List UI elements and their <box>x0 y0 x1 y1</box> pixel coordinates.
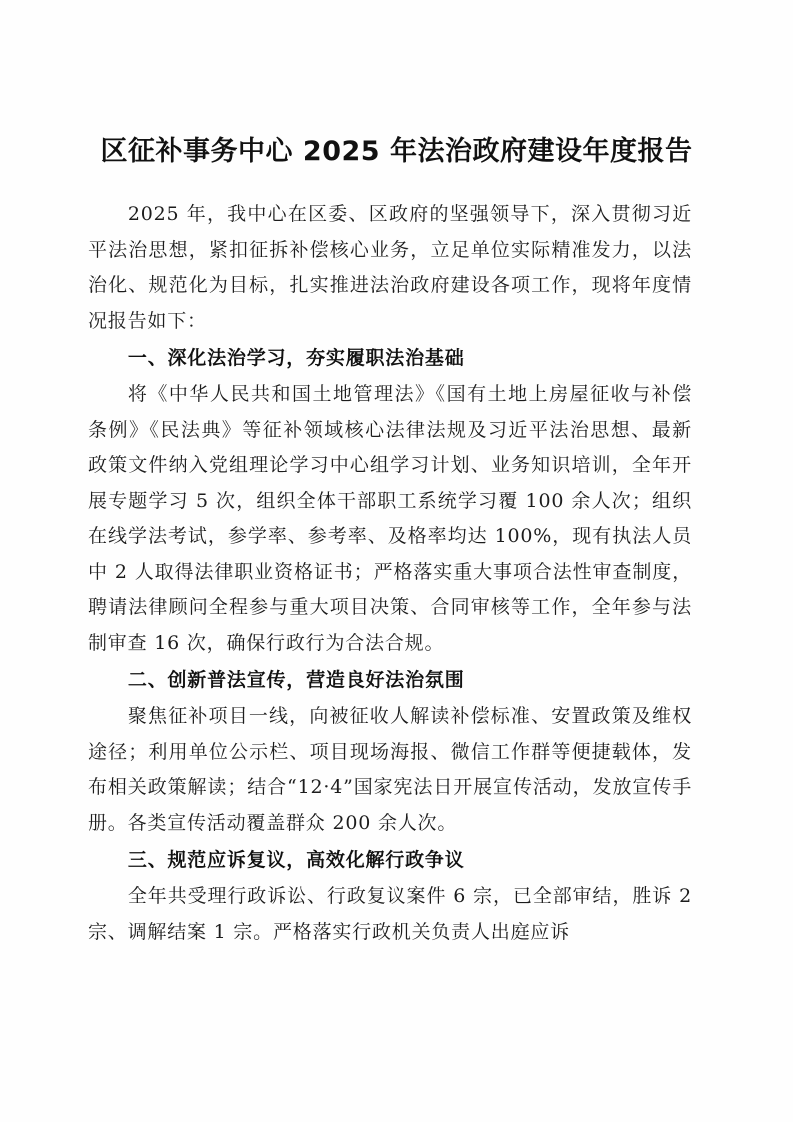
document-title: 区征补事务中心 2025 年法治政府建设年度报告 <box>100 136 693 168</box>
document-body <box>88 197 692 950</box>
section-3-heading: 三、规范应诉复议，高效化解行政争议 <box>127 849 465 871</box>
intro-paragraph: 2025 年，我中心在区委、区政府的坚强领导下，深入贯彻习近平法治思想，紧扣征拆补偿核心业务，立足单位实际精准发力，以法治化、规范化为目标，扎实推进法治政府建设各项工作，现将年度情况报告如下： <box>88 203 692 332</box>
section-1-heading: 一、深化法治学习，夯实履职法治基础 <box>127 347 465 369</box>
section-3-body: 全年共受理行政诉讼、行政复议案件 6 宗，已全部审结，胜诉 2 宗、调解结案 1 宗。严格落实行政机关负责人出庭应诉 <box>88 885 692 943</box>
section-2-body: 聚焦征补项目一线，向被征收人解读补偿标准、安置政策及维权途径；利用单位公示栏、项目现场海报、微信工作群等便捷载体，发布相关政策解读；结合“12·4”国家宪法日开展宣传活动，发放宣传手册。各类宣传活动覆盖群众 200 余人次。 <box>88 705 692 834</box>
section-2-heading: 二、创新普法宣传，营造良好法治氛围 <box>127 669 465 691</box>
section-1-body: 将《中华人民共和国土地管理法》《国有土地上房屋征收与补偿条例》《民法典》等征补领域核心法律法规及习近平法治思想、最新政策文件纳入党组理论学习中心组学习计划、业务知识培训，全年开展专题学习 5 次，组织全体干部职工系统学习覆 100 余人次；组织在线学法考试，参学率、参考率、及格率均达 100%，现有执法人员中 2 人取得法律职业资格证书；严格落实重大事项合法性审查制度，聘请法律顾问全程参与重大项目决策、合同审核等工作，全年参与法制审查 16 次，确保行政行为合法合规。 <box>88 383 692 654</box>
